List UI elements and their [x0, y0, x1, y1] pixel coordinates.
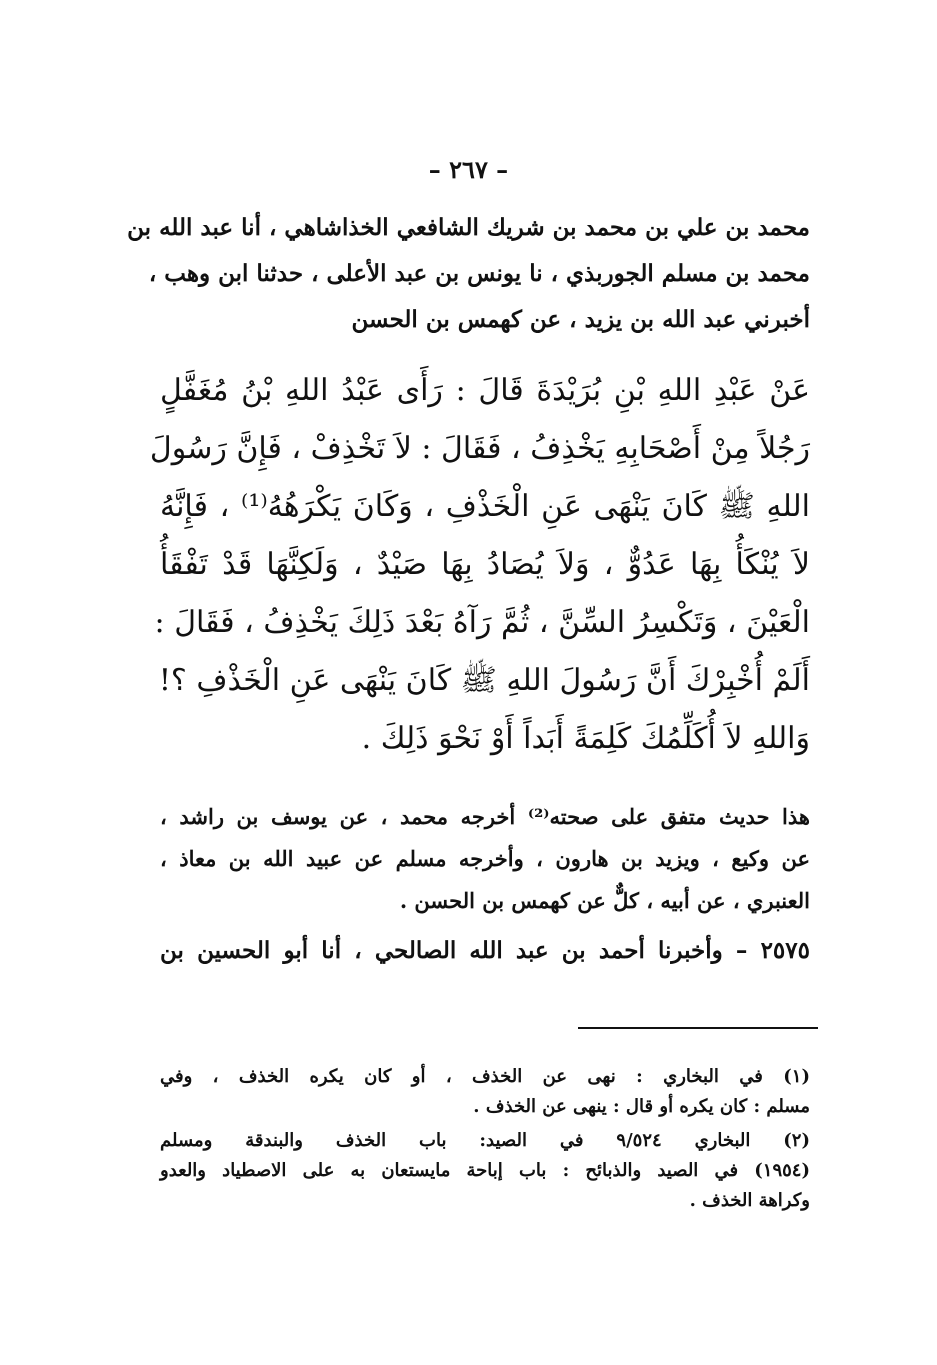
footnote-1-line: (١) في البخاري : نهى عن الخذف ، أو كان يكره الخذف ، وفي — [160, 1066, 810, 1087]
hadith-text — [149, 362, 810, 768]
next-entry-line: ٢٥٧٥ – وأخبرنا أحمد بن عبد الله الصالحي ، أنا أبو الحسين بن — [160, 937, 810, 964]
author-commentary — [160, 796, 810, 922]
commentary-line: هذا حديث متفق على صحته⁽²⁾ أخرجه محمد ، عن يوسف بن راشد ، — [160, 804, 810, 829]
hadith-line: وَاللهِ لاَ أُكَلِّمُكَ كَلِمَةً أَبَداً أَوْ نَحْوَ ذَلِكَ . — [361, 721, 810, 756]
hadith-line: أَلَمْ أُخْبِرْكَ أَنَّ رَسُولَ اللهِ ﷺ كَانَ يَنْهَى عَنِ الْخَذْفِ ؟! — [158, 663, 810, 698]
hadith-line: اللهِ ﷺ كَانَ يَنْهَى عَنِ الْخَذْفِ ، وَكَانَ يَكْرَهُهُ⁽¹⁾ ، فَإِنَّهُ — [160, 489, 810, 524]
page-number: – ٢٦٧ – — [428, 155, 509, 184]
next-hadith-entry — [160, 928, 810, 974]
footnote-2-line: وكراهة الخذف . — [689, 1190, 810, 1211]
hadith-line: لاَ يُنْكَأُ بِهَا عَدُوٌّ ، وَلاَ يُصَادُ بِهَا صَيْدٌ ، وَلَكِنَّهَا قَدْ تَفْقَأُ — [160, 547, 810, 582]
commentary-line: العنبري ، عن أبيه ، كلٌّ عن كهمس بن الحسن . — [399, 888, 810, 913]
hadith-line: رَجُلاً مِنْ أَصْحَابِهِ يَخْذِفُ ، فَقَالَ : لاَ تَخْذِفْ ، فَإِنَّ رَسُولَ — [149, 431, 810, 466]
isnad-chain — [127, 205, 810, 343]
isnad-line: أخبرني عبد الله بن يزيد ، عن كهمس بن الحسن — [351, 306, 810, 333]
footnote-2-line: (٢) البخاري ٩/٥٢٤ في الصيد: باب الخذف والبندقة ومسلم — [160, 1130, 810, 1151]
isnad-line: محمد بن مسلم الجوربذي ، نا يونس بن عبد الأعلى ، حدثنا ابن وهب ، — [148, 260, 810, 287]
hadith-line: الْعَيْنَ ، وَتَكْسِرُ السِّنَّ ، ثُمَّ رَآهُ بَعْدَ ذَلِكَ يَخْذِفُ ، فَقَالَ : — [154, 605, 810, 640]
isnad-line: محمد بن علي بن محمد بن شريك الشافعي الخذاشاهي ، أنا عبد الله بن — [127, 214, 810, 241]
hadith-line: عَنْ عَبْدِ اللهِ بْنِ بُرَيْدَةَ قَالَ : رَأَى عَبْدُ اللهِ بْنُ مُغَفَّلٍ — [160, 373, 810, 408]
footnote-2-line: (١٩٥٤) في الصيد والذبائح : باب إباحة مايستعان به على الاصطياد والعدو — [160, 1160, 810, 1181]
footnote-separator — [578, 1027, 818, 1029]
footnote-1-line: مسلم : كان يكره أو قال : ينهى عن الخذف . — [473, 1096, 810, 1117]
commentary-line: عن وكيع ، ويزيد بن هارون ، وأخرجه مسلم عن عبيد الله بن معاذ ، — [160, 846, 810, 871]
footnotes — [160, 1062, 810, 1216]
